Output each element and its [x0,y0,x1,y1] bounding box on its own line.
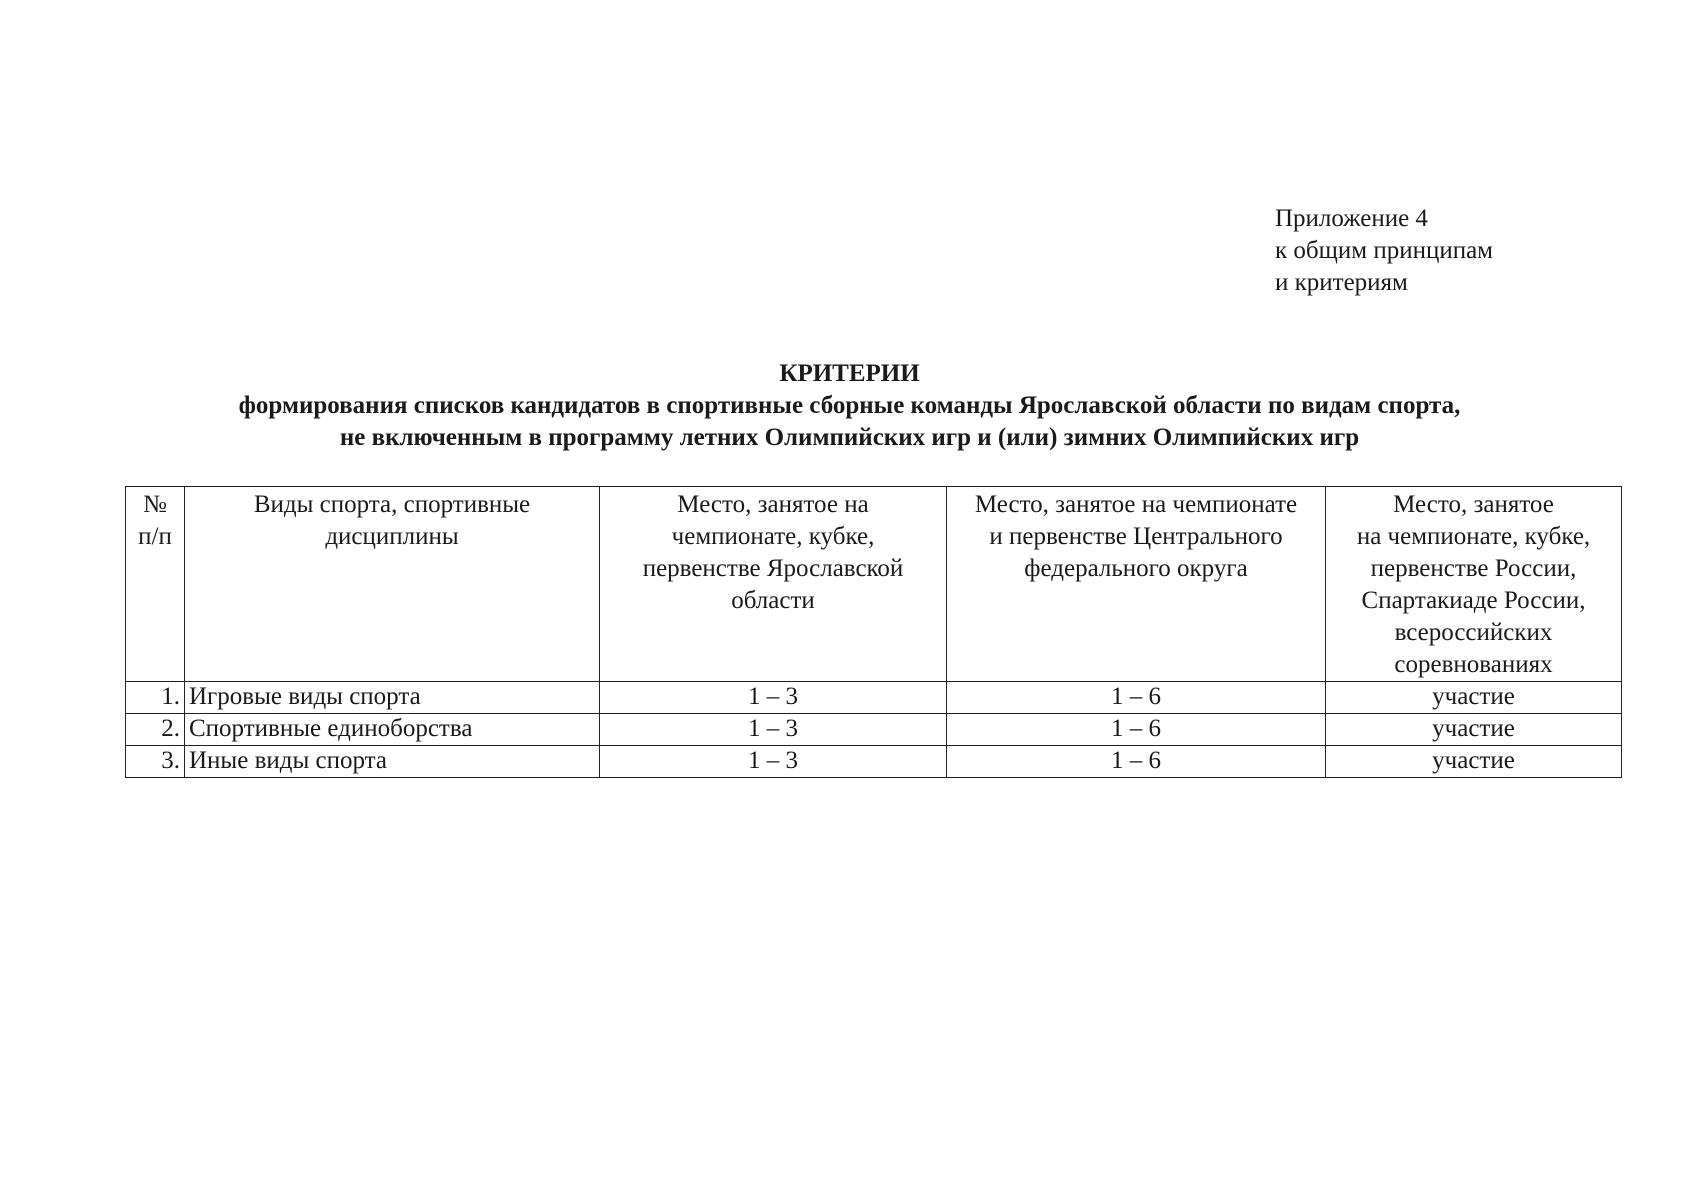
row-sport-name: Спортивные единоборства [185,714,600,746]
document-title [0,358,1699,454]
row-federal-district-place: 1 – 6 [947,682,1326,714]
header-regional-place: Место, занятое на чемпионате, кубке, первенстве Ярославской области [600,487,947,682]
row-regional-place: 1 – 3 [600,714,947,746]
appendix-note [1275,203,1493,299]
row-federal-district-place: 1 – 6 [947,746,1326,778]
row-federal-district-place: 1 – 6 [947,714,1326,746]
row-number: 2. [126,714,185,746]
row-russia-place: участие [1326,682,1622,714]
row-regional-place: 1 – 3 [600,682,947,714]
table-row [126,746,1622,778]
table-row [126,682,1622,714]
row-russia-place: участие [1326,714,1622,746]
table-header-row [126,487,1622,682]
criteria-table [125,486,1622,778]
title-subtitle-line-1: формирования списков кандидатов в спортивные сборные команды Ярославской области по видам спорта, [238,392,1461,419]
header-sport-types: Виды спорта, спортивные дисциплины [185,487,600,682]
row-sport-name: Игровые виды спорта [185,682,600,714]
header-russia-place: Место, занятое на чемпионате, кубке, первенстве России, Спартакиаде России, всероссийских соревнованиях [1326,487,1622,682]
title-subtitle-line-2: не включенным в программу летних Олимпийских игр и (или) зимних Олимпийских игр [339,424,1360,451]
row-sport-name: Иные виды спорта [185,746,600,778]
header-number: № п/п [126,487,185,682]
row-number: 1. [126,682,185,714]
row-number: 3. [126,746,185,778]
title-heading: КРИТЕРИИ [779,360,920,387]
header-federal-district-place: Место, занятое на чемпионате и первенстве Центрального федерального округа [947,487,1326,682]
appendix-line-3: и критериям [1275,269,1408,296]
appendix-line-1: Приложение 4 [1275,205,1428,232]
appendix-line-2: к общим принципам [1275,237,1494,264]
row-regional-place: 1 – 3 [600,746,947,778]
table-row [126,714,1622,746]
row-russia-place: участие [1326,746,1622,778]
